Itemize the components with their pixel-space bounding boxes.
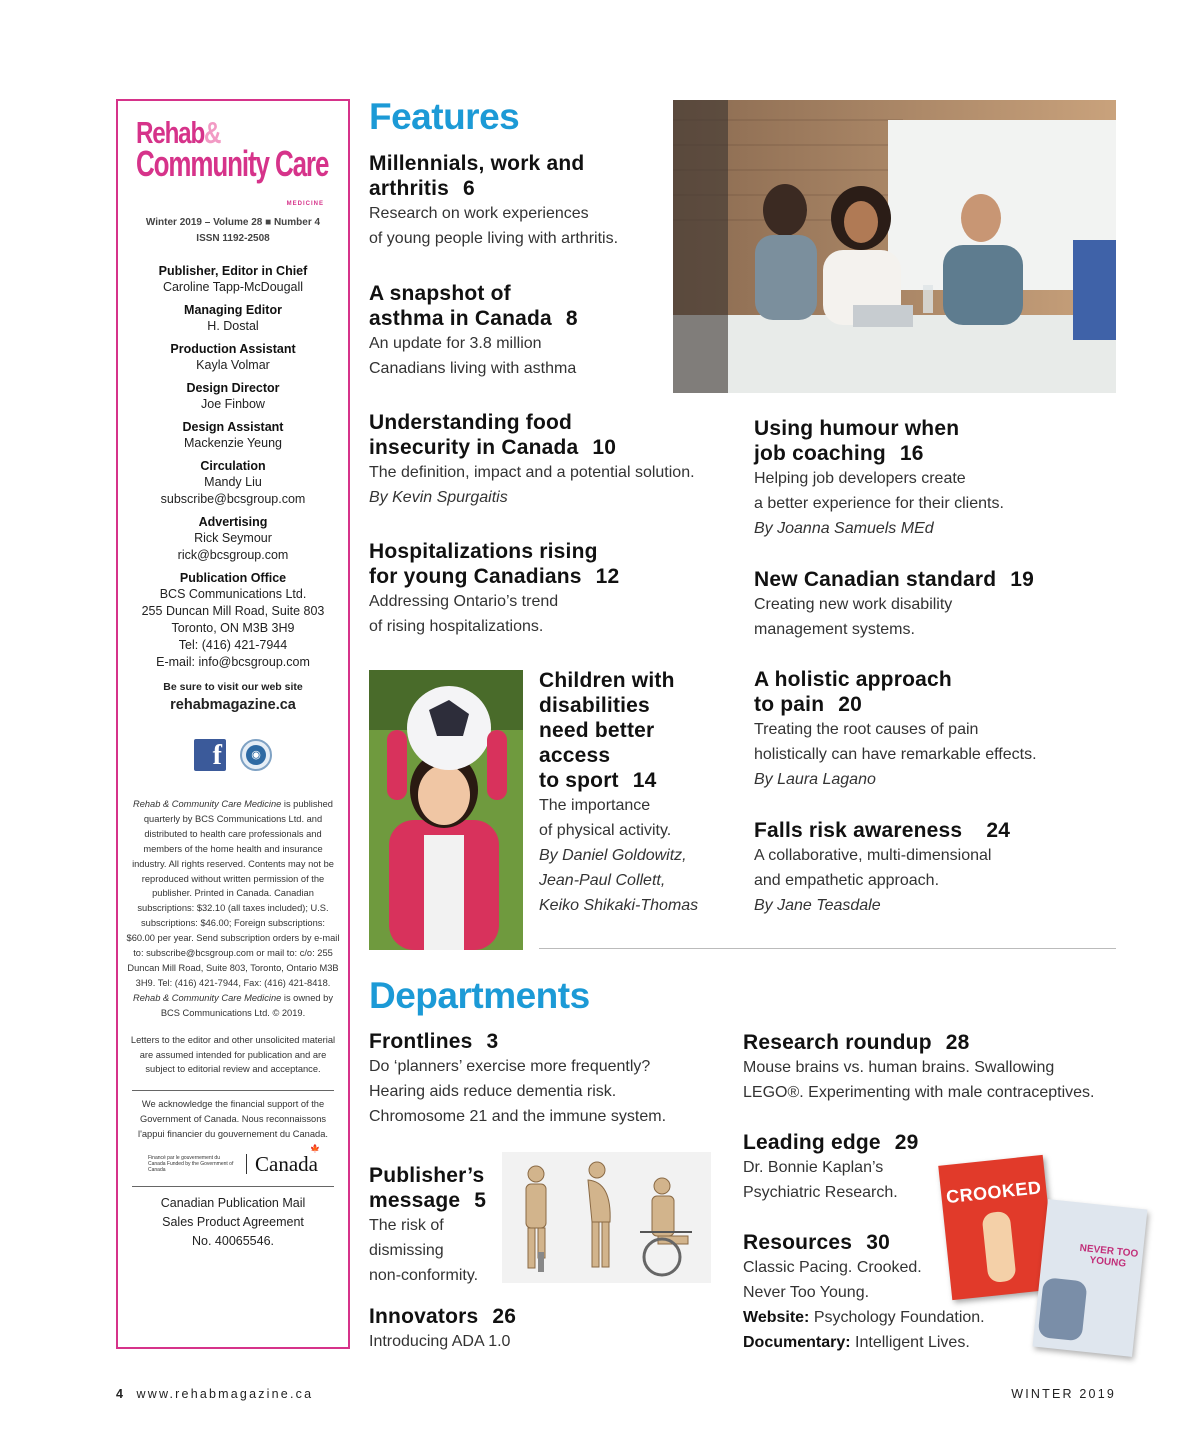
staff-entry: Design Director Joe Finbow	[186, 381, 280, 411]
article-byline: By Joanna Samuels MEd	[754, 520, 934, 537]
article-title[interactable]: Millennials, work and arthritis 6	[369, 152, 585, 200]
mail-agreement: Canadian Publication Mail Sales Product Agreement No. 40065546.	[160, 1196, 306, 1249]
article-byline: By Kevin Spurgaitis	[369, 489, 508, 506]
feature-article[interactable]: A snapshot of asthma in Canada 8 An update for 3.8 million Canadians living with asthma	[369, 281, 669, 381]
section-divider	[539, 948, 1116, 949]
visit-label: Be sure to visit our web site	[163, 681, 303, 693]
feature-article[interactable]: Understanding food insecurity in Canada 10 The definition, impact and a potential solution. By Kevin Spurgaitis	[369, 410, 749, 510]
staff-entry: Advertising Rick Seymour rick@bcsgroup.com	[126, 515, 340, 564]
crooked-book-cover: CROOKED	[938, 1155, 1057, 1300]
department-item[interactable]: Frontlines 3 Do ‘planners’ exercise more frequently? Hearing aids reduce dementia risk. Chromosome 21 and the immune system.	[369, 1029, 729, 1129]
never-too-young-book-cover: NEVER TOO YOUNG	[1033, 1199, 1148, 1357]
department-title[interactable]: Publisher’s message 5	[369, 1164, 487, 1212]
volume-info: Winter 2019 – Volume 28 ■ Number 4	[145, 217, 321, 228]
staff-entry: Production Assistant Kayla Volmar	[170, 342, 296, 372]
department-title[interactable]: Innovators 26	[369, 1305, 517, 1328]
feature-article[interactable]: Falls risk awareness 24 A collaborative, multi-dimensional and empathetic approach. By Jane Teasdale	[754, 818, 1104, 918]
social-icons	[126, 739, 340, 775]
article-title[interactable]: Children with disabilities need better access to sport 14	[539, 669, 675, 792]
magazine-logo: Rehab& Community Care MEDICINE	[136, 115, 329, 207]
facebook-icon[interactable]: f	[194, 739, 226, 771]
article-title[interactable]: A snapshot of asthma in Canada 8	[369, 282, 578, 330]
maple-leaf-icon: 🍁	[310, 1143, 320, 1153]
girl-with-soccer-ball-photo	[369, 670, 523, 950]
page-number: 4	[116, 1387, 126, 1401]
rss-icon[interactable]: ◉	[240, 739, 272, 771]
article-byline: By Daniel Goldowitz, Jean-Paul Collett, Keiko Shikaki-Thomas	[539, 847, 699, 914]
issn: ISSN 1192-2508	[196, 233, 270, 244]
article-byline: By Laura Lagano	[754, 771, 876, 788]
departments-heading: Departments	[369, 975, 590, 1016]
publication-office: Publication Office BCS Communications Ltd. 255 Duncan Mill Road, Suite 803 Toronto, ON M3B 3H9 Tel: (416) 421-7944 E-mail: info@bcsgroup.com	[141, 571, 325, 669]
staff-entry: Publisher, Editor in Chief Caroline Tapp-McDougall	[158, 264, 308, 294]
department-title[interactable]: Research roundup 28	[743, 1031, 970, 1054]
staff-entry: Managing Editor H. Dostal	[184, 303, 282, 333]
department-item[interactable]: Leading edge 29 Dr. Bonnie Kaplan’s Psychiatric Research.	[743, 1130, 943, 1205]
issue-label: WINTER 2019	[1011, 1387, 1116, 1401]
staff-list	[126, 264, 340, 564]
staff-entry: Design Assistant Mackenzie Yeung	[182, 420, 284, 450]
feature-article[interactable]: New Canadian standard 19 Creating new work disability management systems.	[754, 567, 1104, 642]
funding-acknowledgement: We acknowledge the financial support of the Government of Canada. Nous reconnaissons l'appui financier du gouvernement du Canada.	[138, 1099, 328, 1140]
feature-article[interactable]: A holistic approach to pain 20 Treating the root causes of pain holistically can have remarkable effects. By Laura Lagano	[754, 667, 1104, 792]
publication-fine-print: Rehab & Community Care Medicine is published quarterly by BCS Communications Ltd. and distributed to health care professionals and members of the home health and insurance industry. All rights reserved. Contents may not be reproduced without written permission of the publisher. Printed in Canada. Canadian subscriptions: $32.10 (all taxes included); U.S. subscriptions: $46.00; Foreign subscriptions: $60.00 per year. Send subscription orders by e-mail to: subscribe@bcsgroup.com or mail to: c/o: 255 Duncan Mill Road, Suite 803, Toronto, Ontario M3B 3H9. Tel: (416) 421-7944, Fax: (416) 421-8418. Rehab & Community Care Medicine is owned by BCS Communications Ltd. © 2019.	[126, 799, 340, 1018]
article-title[interactable]: Falls risk awareness 24	[754, 819, 1011, 842]
article-title[interactable]: New Canadian standard 19	[754, 568, 1035, 591]
feature-article[interactable]: Using humour when job coaching 16 Helping job developers create a better experience for their clients. By Joanna Samuels MEd	[754, 416, 1104, 541]
department-item[interactable]: Innovators 26 Introducing ADA 1.0	[369, 1304, 669, 1354]
article-title[interactable]: A holistic approach to pain 20	[754, 668, 952, 716]
department-title[interactable]: Resources 30	[743, 1231, 890, 1254]
letters-note: Letters to the editor and other unsolicited material are assumed intended for publication and are subject to editorial review and acceptance.	[130, 1034, 336, 1075]
circulation-email[interactable]: subscribe@bcsgroup.com	[160, 492, 306, 506]
feature-article[interactable]: Children with disabilities need better access to sport 14 The importance of physical activity. By Daniel Goldowitz, Jean-Paul Collett, Keiko Shikaki-Thomas	[539, 668, 739, 918]
department-title[interactable]: Leading edge 29	[743, 1131, 919, 1154]
footer-website[interactable]: www.rehabmagazine.ca	[136, 1387, 314, 1401]
meeting-photo	[673, 100, 1116, 393]
department-item[interactable]: Resources 30 Classic Pacing. Crooked. Never Too Young. Website: Psychology Foundation. Documentary: Intelligent Lives.	[743, 1230, 1043, 1355]
department-item[interactable]: Research roundup 28 Mouse brains vs. human brains. Swallowing LEGO®. Experimenting with male contraceptives.	[743, 1030, 1123, 1105]
feature-article[interactable]: Millennials, work and arthritis 6 Research on work experiences of young people living with arthritis.	[369, 151, 669, 251]
masthead-box	[116, 99, 350, 1349]
divider	[132, 1090, 334, 1091]
article-byline: By Jane Teasdale	[754, 897, 881, 914]
feature-article[interactable]: Hospitalizations rising for young Canadians 12 Addressing Ontario’s trend of rising hospitalizations.	[369, 539, 669, 639]
advertising-email[interactable]: rick@bcsgroup.com	[177, 548, 289, 562]
website-link[interactable]: rehabmagazine.ca	[170, 697, 296, 713]
article-title[interactable]: Understanding food insecurity in Canada 10	[369, 411, 617, 459]
staff-entry: Circulation Mandy Liu subscribe@bcsgroup.com	[126, 459, 340, 508]
page-footer-left	[116, 1387, 313, 1401]
department-item[interactable]: Publisher’s message 5 The risk of dismissing non-conformity.	[369, 1163, 509, 1288]
canada-wordmark-logo: Financé par le gouvernement du Canada Funded by the Government of Canada Canada 🍁	[148, 1143, 320, 1176]
article-title[interactable]: Hospitalizations rising for young Canadians 12	[369, 540, 620, 588]
divider	[132, 1186, 334, 1187]
department-title[interactable]: Frontlines 3	[369, 1030, 499, 1053]
wooden-figures-illustration	[502, 1152, 711, 1283]
article-title[interactable]: Using humour when job coaching 16	[754, 417, 960, 465]
features-heading: Features	[369, 96, 520, 137]
